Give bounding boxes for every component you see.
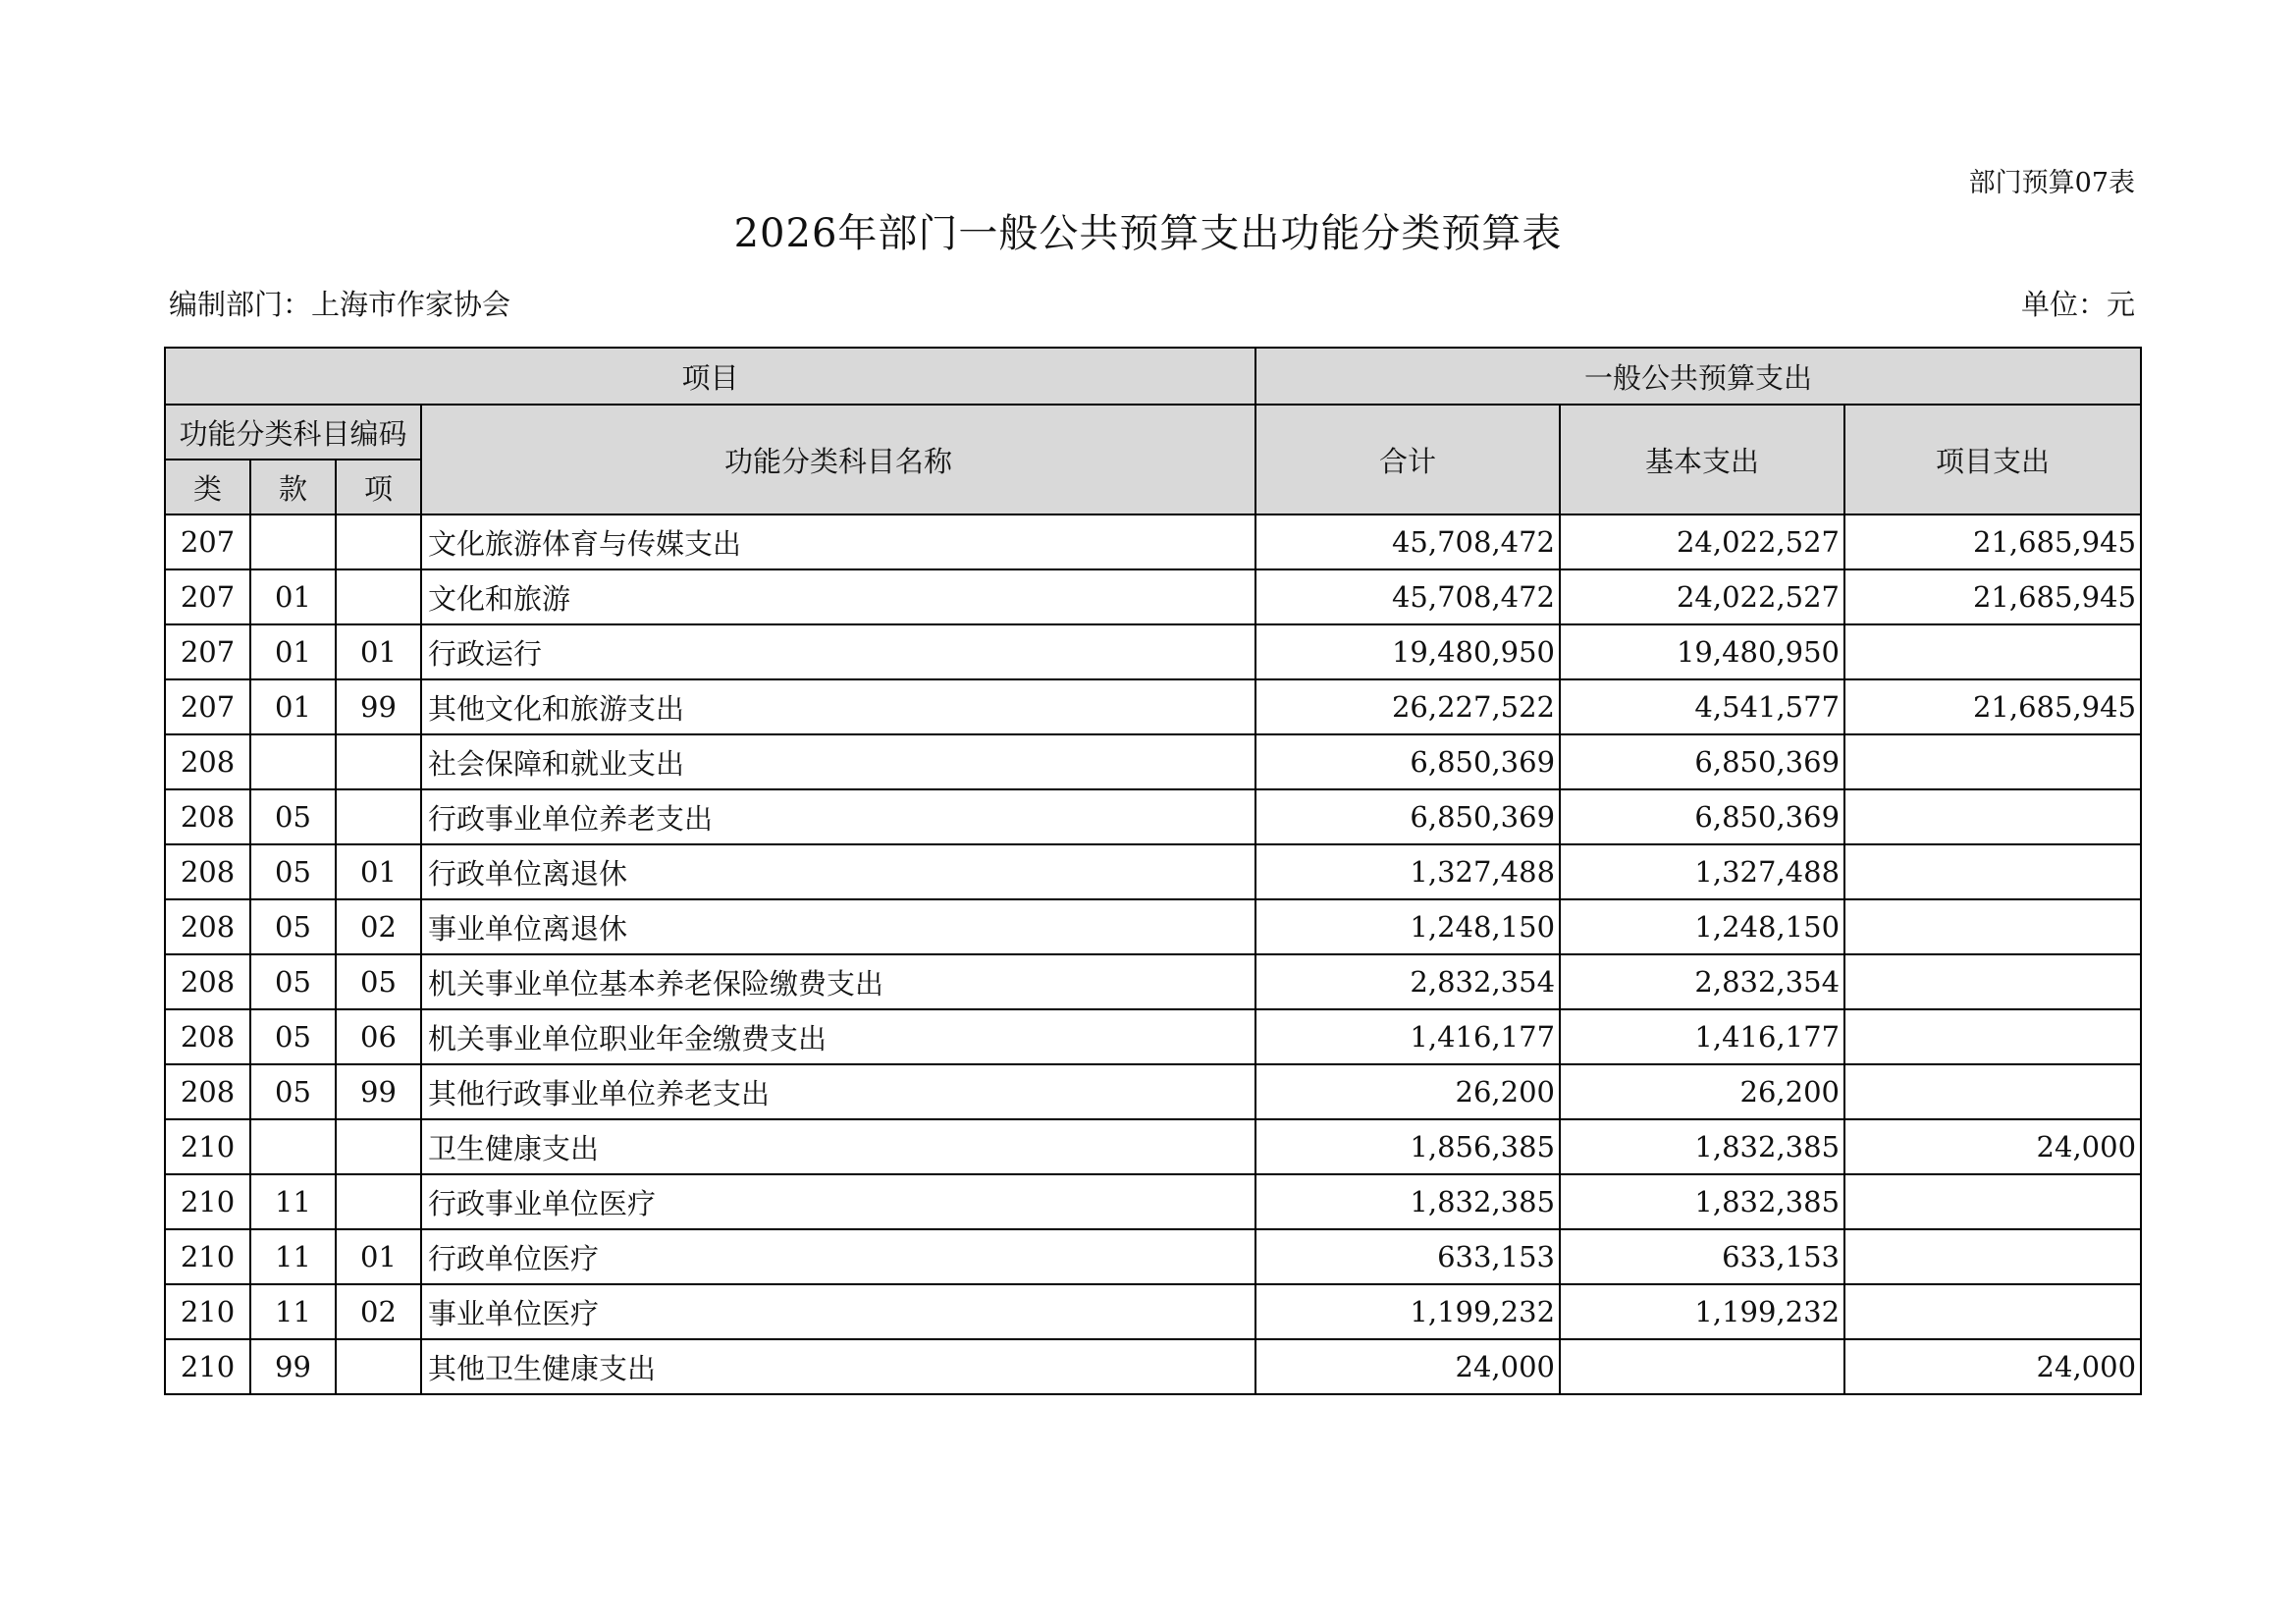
header-lei: 类 [165,460,250,514]
cell-project [1844,1174,2141,1229]
cell-lei: 208 [165,844,250,899]
table-row [165,954,2141,1009]
cell-basic: 1,199,232 [1560,1284,1844,1339]
cell-xiang: 01 [336,624,421,679]
cell-xiang: 01 [336,844,421,899]
cell-basic: 24,022,527 [1560,514,1844,569]
cell-xiang [336,1119,421,1174]
cell-lei: 210 [165,1229,250,1284]
header-total: 合计 [1255,405,1560,514]
cell-basic: 19,480,950 [1560,624,1844,679]
cell-basic: 24,022,527 [1560,569,1844,624]
cell-project [1844,734,2141,789]
cell-basic [1560,1339,1844,1394]
cell-name: 事业单位医疗 [421,1284,1255,1339]
cell-project [1844,1284,2141,1339]
header-kuan: 款 [250,460,336,514]
cell-lei: 208 [165,789,250,844]
cell-xiang: 05 [336,954,421,1009]
cell-lei: 210 [165,1119,250,1174]
cell-name: 卫生健康支出 [421,1119,1255,1174]
table-row [165,1174,2141,1229]
cell-project: 21,685,945 [1844,514,2141,569]
cell-lei: 208 [165,954,250,1009]
table-row [165,624,2141,679]
cell-project [1844,954,2141,1009]
cell-kuan [250,1119,336,1174]
cell-total: 1,416,177 [1255,1009,1560,1064]
header-basic-expenditure: 基本支出 [1560,405,1844,514]
cell-project [1844,789,2141,844]
table-row [165,1339,2141,1394]
cell-project: 24,000 [1844,1339,2141,1394]
cell-kuan: 11 [250,1174,336,1229]
cell-name: 其他卫生健康支出 [421,1339,1255,1394]
currency-unit: 单位：元 [2020,288,2135,321]
header-subject-name: 功能分类科目名称 [421,405,1255,514]
cell-basic: 26,200 [1560,1064,1844,1119]
cell-total: 6,850,369 [1255,789,1560,844]
budget-table [164,347,2142,1395]
cell-total: 24,000 [1255,1339,1560,1394]
cell-name: 其他行政事业单位养老支出 [421,1064,1255,1119]
table-row [165,1064,2141,1119]
cell-kuan: 01 [250,679,336,734]
cell-xiang [336,1339,421,1394]
header-code-group: 功能分类科目编码 [165,405,421,460]
cell-total: 1,856,385 [1255,1119,1560,1174]
cell-total: 19,480,950 [1255,624,1560,679]
table-row [165,1119,2141,1174]
cell-project [1844,624,2141,679]
cell-name: 行政单位医疗 [421,1229,1255,1284]
cell-xiang: 02 [336,1284,421,1339]
cell-total: 633,153 [1255,1229,1560,1284]
cell-lei: 207 [165,679,250,734]
table-row [165,899,2141,954]
cell-kuan: 11 [250,1284,336,1339]
cell-xiang: 02 [336,899,421,954]
cell-name: 机关事业单位基本养老保险缴费支出 [421,954,1255,1009]
cell-name: 事业单位离退休 [421,899,1255,954]
cell-xiang [336,569,421,624]
budget-table-container [164,347,2142,1395]
cell-project [1844,899,2141,954]
cell-basic: 4,541,577 [1560,679,1844,734]
table-row [165,1284,2141,1339]
cell-total: 45,708,472 [1255,514,1560,569]
cell-kuan: 01 [250,624,336,679]
cell-total: 1,832,385 [1255,1174,1560,1229]
cell-name: 行政事业单位养老支出 [421,789,1255,844]
table-row [165,1229,2141,1284]
cell-basic: 1,327,488 [1560,844,1844,899]
table-row [165,789,2141,844]
cell-basic: 1,248,150 [1560,899,1844,954]
cell-name: 文化和旅游 [421,569,1255,624]
cell-xiang [336,514,421,569]
cell-project [1844,1009,2141,1064]
cell-project: 21,685,945 [1844,679,2141,734]
cell-project [1844,1229,2141,1284]
cell-project: 24,000 [1844,1119,2141,1174]
cell-xiang: 99 [336,679,421,734]
table-body [165,514,2141,1394]
page-title: 2026年部门一般公共预算支出功能分类预算表 [733,211,1563,256]
cell-kuan [250,514,336,569]
header-item: 项目 [165,348,1255,405]
cell-kuan [250,734,336,789]
cell-total: 45,708,472 [1255,569,1560,624]
form-number: 部门预算07表 [1968,168,2135,198]
cell-lei: 210 [165,1339,250,1394]
cell-total: 1,199,232 [1255,1284,1560,1339]
cell-basic: 1,832,385 [1560,1174,1844,1229]
cell-name: 社会保障和就业支出 [421,734,1255,789]
cell-basic: 6,850,369 [1560,789,1844,844]
cell-basic: 1,416,177 [1560,1009,1844,1064]
cell-total: 1,327,488 [1255,844,1560,899]
table-row [165,1009,2141,1064]
cell-xiang [336,1174,421,1229]
cell-total: 1,248,150 [1255,899,1560,954]
cell-total: 26,227,522 [1255,679,1560,734]
cell-kuan: 05 [250,789,336,844]
cell-lei: 210 [165,1174,250,1229]
cell-name: 行政运行 [421,624,1255,679]
cell-total: 2,832,354 [1255,954,1560,1009]
table-row [165,679,2141,734]
cell-kuan: 99 [250,1339,336,1394]
cell-kuan: 05 [250,1009,336,1064]
cell-basic: 1,832,385 [1560,1119,1844,1174]
cell-xiang [336,734,421,789]
cell-kuan: 11 [250,1229,336,1284]
cell-project [1844,1064,2141,1119]
cell-name: 文化旅游体育与传媒支出 [421,514,1255,569]
table-row [165,734,2141,789]
cell-name: 机关事业单位职业年金缴费支出 [421,1009,1255,1064]
cell-kuan: 05 [250,954,336,1009]
cell-name: 行政事业单位医疗 [421,1174,1255,1229]
header-project-expenditure: 项目支出 [1844,405,2141,514]
cell-lei: 208 [165,1009,250,1064]
cell-basic: 633,153 [1560,1229,1844,1284]
cell-kuan: 05 [250,844,336,899]
cell-total: 26,200 [1255,1064,1560,1119]
cell-name: 行政单位离退休 [421,844,1255,899]
cell-lei: 207 [165,514,250,569]
cell-lei: 208 [165,899,250,954]
table-row [165,569,2141,624]
cell-xiang: 06 [336,1009,421,1064]
cell-lei: 208 [165,734,250,789]
cell-kuan: 01 [250,569,336,624]
cell-xiang: 01 [336,1229,421,1284]
cell-project: 21,685,945 [1844,569,2141,624]
compiling-department: 编制部门：上海市作家协会 [169,288,511,321]
cell-lei: 208 [165,1064,250,1119]
cell-kuan: 05 [250,1064,336,1119]
table-row [165,514,2141,569]
cell-basic: 2,832,354 [1560,954,1844,1009]
cell-kuan: 05 [250,899,336,954]
header-xiang: 项 [336,460,421,514]
cell-lei: 207 [165,569,250,624]
cell-lei: 210 [165,1284,250,1339]
header-general-public-budget: 一般公共预算支出 [1255,348,2141,405]
cell-basic: 6,850,369 [1560,734,1844,789]
cell-project [1844,844,2141,899]
cell-xiang: 99 [336,1064,421,1119]
cell-total: 6,850,369 [1255,734,1560,789]
cell-xiang [336,789,421,844]
cell-name: 其他文化和旅游支出 [421,679,1255,734]
table-row [165,844,2141,899]
cell-lei: 207 [165,624,250,679]
